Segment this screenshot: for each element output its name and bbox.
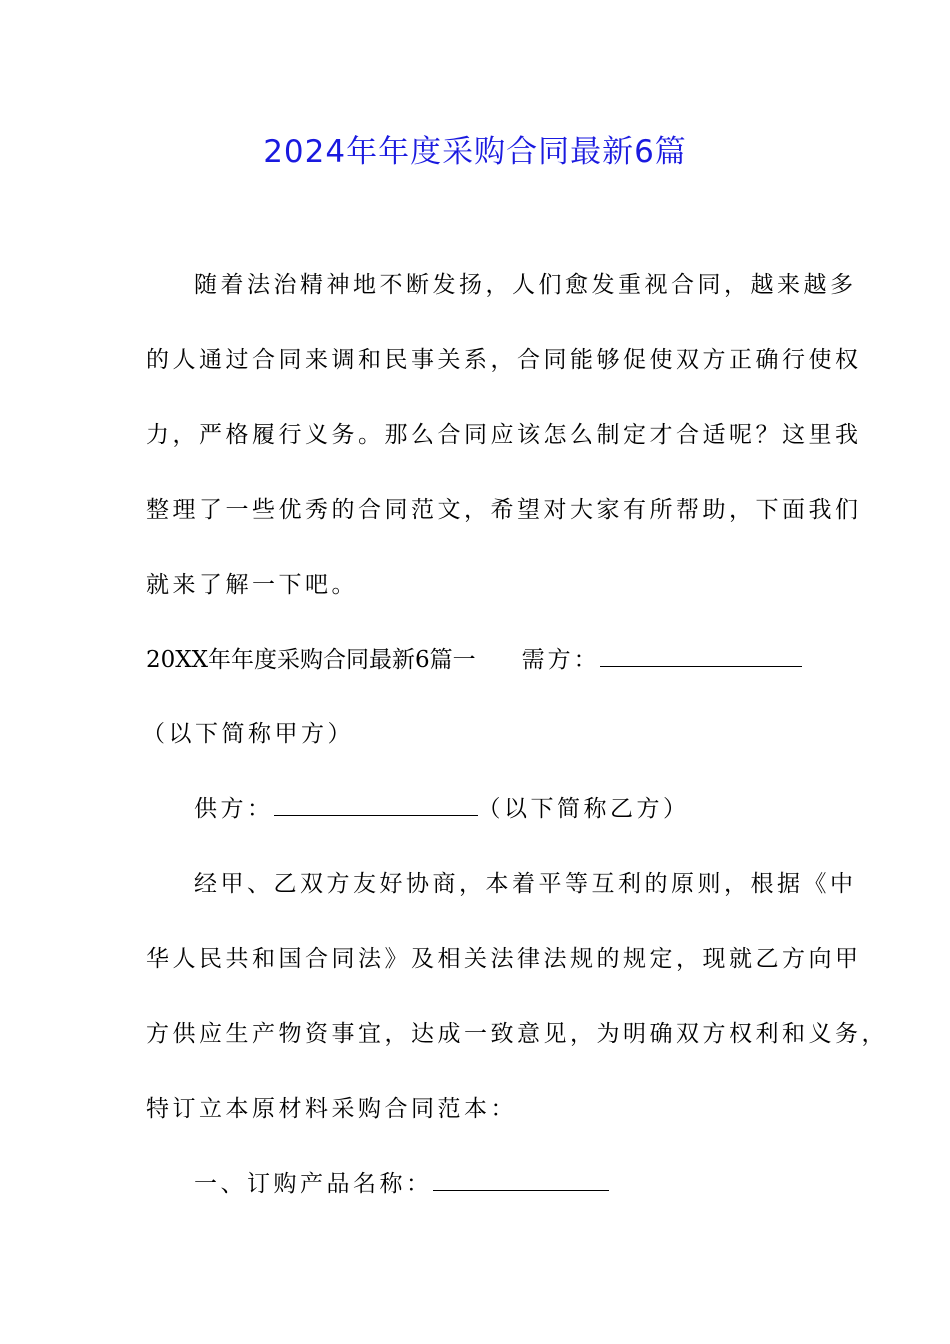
- body-line-4: 特订立本原材料采购合同范本：: [146, 1096, 517, 1122]
- item-1-row: [194, 1166, 864, 1202]
- item-1-blank: [433, 1166, 609, 1191]
- supplier-label: 供方：: [194, 796, 274, 822]
- intro-line-2: 的人通过合同来调和民事关系，合同能够促使双方正确行使权: [146, 347, 862, 373]
- document-title: 2024年年度采购合同最新6篇: [263, 134, 687, 170]
- supplier-blank: [274, 791, 478, 816]
- body-line-1: 经甲、乙双方友好协商，本着平等互利的原则，根据《中: [194, 871, 857, 897]
- section-heading-row: [146, 642, 816, 678]
- body-line-2: 华人民共和国合同法》及相关法律法规的规定，现就乙方向甲: [146, 946, 862, 972]
- buyer-note: （以下简称甲方）: [142, 721, 354, 747]
- buyer-label: 需方：: [521, 647, 600, 673]
- item-1-label: 一、订购产品名称：: [194, 1171, 433, 1197]
- supplier-note: （以下简称乙方）: [477, 796, 690, 822]
- intro-line-3: 力，严格履行义务。那么合同应该怎么制定才合适呢？这里我: [146, 422, 862, 448]
- intro-line-4: 整理了一些优秀的合同范文，希望对大家有所帮助，下面我们: [146, 497, 862, 523]
- body-line-3: 方供应生产物资事宜，达成一致意见，为明确双方权利和义务，: [146, 1021, 888, 1047]
- intro-line-5: 就来了解一下吧。: [146, 572, 358, 598]
- intro-line-1: 随着法治精神地不断发扬，人们愈发重视合同，越来越多: [194, 272, 857, 298]
- buyer-blank: [600, 642, 802, 667]
- section-heading: 20XX年年度采购合同最新6篇一: [146, 647, 476, 673]
- supplier-row: [194, 791, 864, 827]
